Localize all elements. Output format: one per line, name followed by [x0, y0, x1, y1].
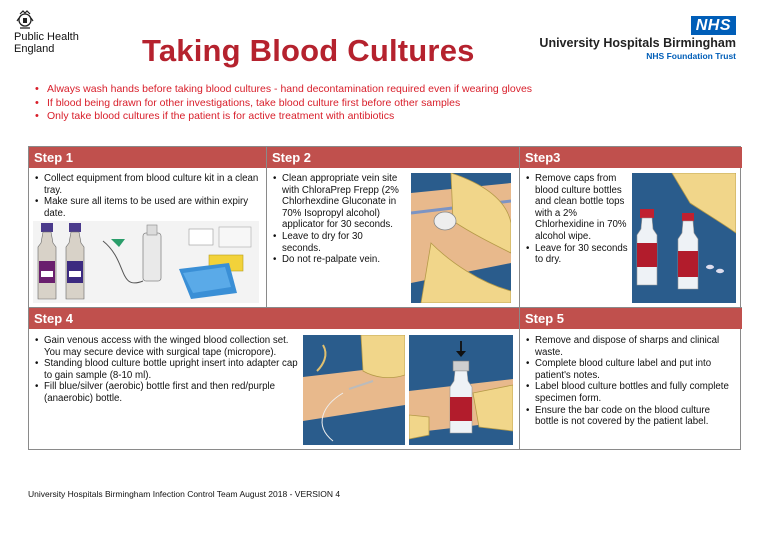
- phe-line-2: England: [14, 43, 55, 55]
- step-2-heading: Step 2: [267, 147, 519, 168]
- warning-item: • Always wash hands before taking blood cultures - hand decontamination required even if wearing gloves: [32, 83, 532, 97]
- warning-item: • Only take blood cultures if the patient is for active treatment with antibiotics: [32, 110, 532, 124]
- warning-item: • If blood being drawn for other investigations, take blood culture first before other samples: [32, 97, 532, 111]
- step-4-cell: [29, 308, 520, 449]
- step-5-bullet: • Complete blood culture label and put into patient's notes.: [524, 358, 736, 381]
- trust-subtitle: NHS Foundation Trust: [646, 51, 736, 61]
- step-2-bullet: • Clean appropriate vein site with ChloraPrep Frepp (2% Chlorhexdine Gluconate in 70% Isopropyl alcohol) applicator for 30 seconds.: [271, 173, 403, 231]
- step-1-list: [33, 173, 259, 219]
- step-2-list: [271, 173, 403, 266]
- cleaning-bottle-tops-illustration: [632, 173, 736, 303]
- bottle-fill-illustration: [409, 335, 513, 445]
- step-1-bullet: • Collect equipment from blood culture kit in a clean tray.: [33, 173, 259, 196]
- step-5-bullet: • Label blood culture bottles and fully complete specimen form.: [524, 381, 736, 404]
- step-1-cell: [29, 147, 267, 308]
- step-5-bullet: • Ensure the bar code on the blood culture bottle is not covered by the patient label.: [524, 405, 736, 428]
- step-2-bullet: • Do not re-palpate vein.: [271, 254, 403, 266]
- uhb-logo: [539, 16, 736, 61]
- page-title: Taking Blood Cultures: [142, 33, 475, 68]
- trust-name: University Hospitals Birmingham: [539, 36, 736, 50]
- royal-crest-icon: [14, 9, 36, 31]
- step-3-heading: Step3: [520, 147, 742, 168]
- step-5-bullet: • Remove and dispose of sharps and clinical waste.: [524, 335, 736, 358]
- step-3-cell: [520, 147, 742, 308]
- step-5-cell: [520, 308, 742, 449]
- step-4-list: [33, 335, 299, 405]
- steps-grid: [28, 146, 741, 450]
- step-4-bullet: • Standing blood culture bottle upright insert into adapter cap to gain sample (8-10 ml).: [33, 358, 299, 381]
- phe-logo: [14, 9, 79, 55]
- step-4-heading: Step 4: [29, 308, 519, 329]
- footer-text: University Hospitals Birmingham Infection Control Team August 2018 - VERSION 4: [28, 489, 341, 499]
- step-3-bullet: • Leave for 30 seconds to dry.: [524, 243, 630, 266]
- cleaning-vein-illustration: [411, 173, 511, 303]
- step-4-bullet: • Gain venous access with the winged blood collection set. You may secure device with surgical tape (micropore).: [33, 335, 299, 358]
- step-2-cell: [267, 147, 520, 308]
- nhs-logo: NHS: [691, 16, 736, 35]
- step-5-heading: Step 5: [520, 308, 742, 329]
- step-1-bullet: • Make sure all items to be used are within expiry date.: [33, 196, 259, 219]
- warnings-list: [32, 83, 532, 124]
- step-2-bullet: • Leave to dry for 30 seconds.: [271, 231, 403, 254]
- step-3-list: [524, 173, 630, 266]
- step-5-list: [524, 335, 736, 428]
- step-1-heading: Step 1: [29, 147, 266, 168]
- step-4-bullet: • Fill blue/silver (aerobic) bottle first and then red/purple (anaerobic) bottle.: [33, 381, 299, 404]
- phe-line-1: Public Health: [14, 31, 79, 43]
- step-3-bullet: • Remove caps from blood culture bottles and clean bottle tops with a 2% Chlorhexidine in 70% alcohol wipe.: [524, 173, 630, 243]
- blood-culture-kit-photo: [33, 221, 259, 303]
- venous-access-illustration: [303, 335, 405, 445]
